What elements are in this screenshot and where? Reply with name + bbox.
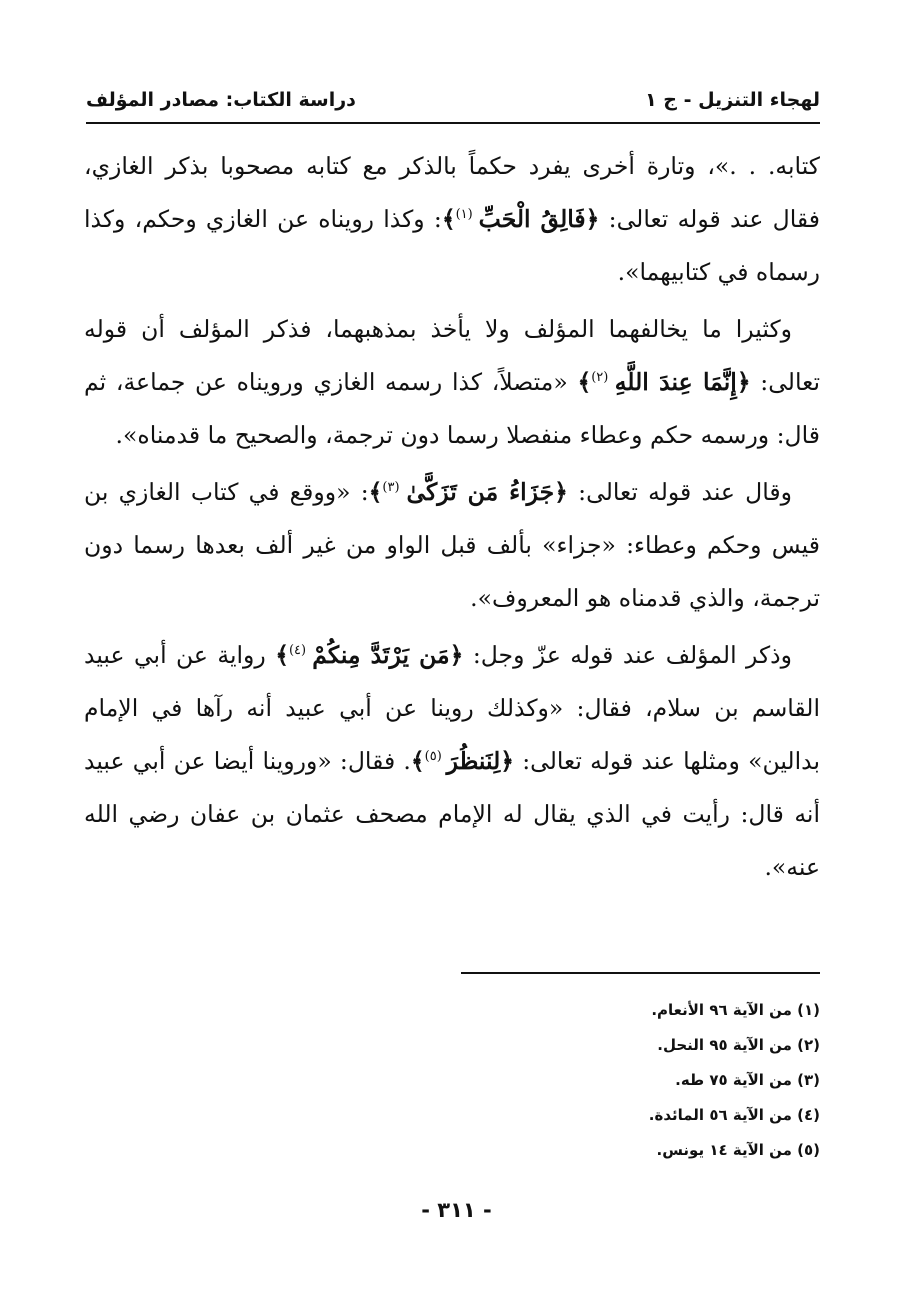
- paragraph-text: كتابه. . .»، وتارة أخرى يفرد حكماً بالذكر مع كتابه مصحوبا بذكر الغازي، فقال عند قوله تعالى:: [84, 152, 820, 233]
- quran-quote: ﴾: [275, 641, 289, 669]
- paragraph: [84, 466, 820, 625]
- paragraph-text: وذكر المؤلف عند قوله عزّ وجل:: [463, 641, 792, 669]
- footnotes: [420, 993, 820, 1168]
- paragraph: [84, 140, 820, 299]
- footnote: (٥) من الآية ١٤ يونس.: [656, 1141, 820, 1159]
- footnote-ref: (٢): [591, 370, 615, 386]
- quran-quote: ﴿جَزَاءُ مَن تَزَكَّىٰ: [406, 478, 568, 506]
- footnote: (١) من الآية ٩٦ الأنعام.: [651, 1001, 820, 1019]
- quran-quote: ﴿إِنَّمَا عِندَ اللَّهِ: [614, 368, 751, 396]
- header-section-title: دراسة الكتاب: مصادر المؤلف: [86, 89, 356, 111]
- paragraph-text: : وكذا رويناه عن الغازي وحكم، وكذا رسماه في كتابيهما».: [84, 205, 820, 286]
- footnote: (٤) من الآية ٥٦ المائدة.: [648, 1106, 820, 1124]
- paragraph-text: : «ووقع في كتاب الغازي بن قيس وحكم وعطاء: «جزاء» بألف قبل الواو من غير ألف بعدها رسما دون ترجمة، والذي قدمناه هو المعروف».: [84, 478, 820, 612]
- footnote: (٢) من الآية ٩٥ النحل.: [657, 1036, 820, 1054]
- quran-quote: ﴾: [410, 747, 425, 775]
- footnote-ref: (١): [455, 207, 479, 223]
- paragraph: [84, 629, 820, 894]
- paragraph-text: وقال عند قوله تعالى:: [567, 478, 792, 506]
- footnote: (٣) من الآية ٧٥ طه.: [675, 1071, 820, 1089]
- paragraph-text: «متصلاً، كذا رسمه الغازي ورويناه عن جماعة، ثم قال: ورسمه حكم وعطاء منفصلا رسما دون ترجمة، والصحيح ما قدمناه».: [84, 368, 820, 449]
- paragraph-text: رواية عن أبي عبيد القاسم بن سلام، فقال: «وكذلك روينا عن أبي عبيد أنه رآها في الإمام بدالين» ومثلها عند قوله تعالى:: [84, 641, 820, 775]
- footnote-ref: (٣): [382, 480, 407, 496]
- main-text: [84, 140, 820, 898]
- running-header: [86, 82, 820, 118]
- footnote-rule: [461, 972, 820, 974]
- quran-quote: ﴾: [577, 368, 592, 396]
- footnote-ref: (٤): [288, 643, 313, 659]
- quran-quote: ﴿مَن يَرْتَدَّ مِنكُمْ: [312, 641, 464, 669]
- footnote-ref: (٥): [424, 749, 447, 765]
- paragraph: [84, 303, 820, 462]
- quran-quote: ﴾: [441, 205, 456, 233]
- quran-quote: ﴿فَالِقُ الْحَبِّ: [478, 205, 600, 233]
- paragraph-text: وكثيرا ما يخالفهما المؤلف ولا يأخذ بمذهبهما، فذكر المؤلف أن قوله تعالى:: [84, 315, 820, 396]
- header-book-title: لهجاء التنزيل - ج ١: [645, 89, 820, 111]
- quran-quote: ﴾: [368, 478, 383, 506]
- paragraph-text: . فقال: «وروينا أيضا عن أبي عبيد أنه قال: رأيت في الذي يقال له الإمام مصحف عثمان بن عفان رضي الله عنه».: [84, 747, 820, 881]
- quran-quote: ﴿لِنَنظُرَ: [446, 747, 514, 775]
- header-rule: [86, 122, 820, 124]
- page-number: - ٣١١ -: [421, 1198, 492, 1222]
